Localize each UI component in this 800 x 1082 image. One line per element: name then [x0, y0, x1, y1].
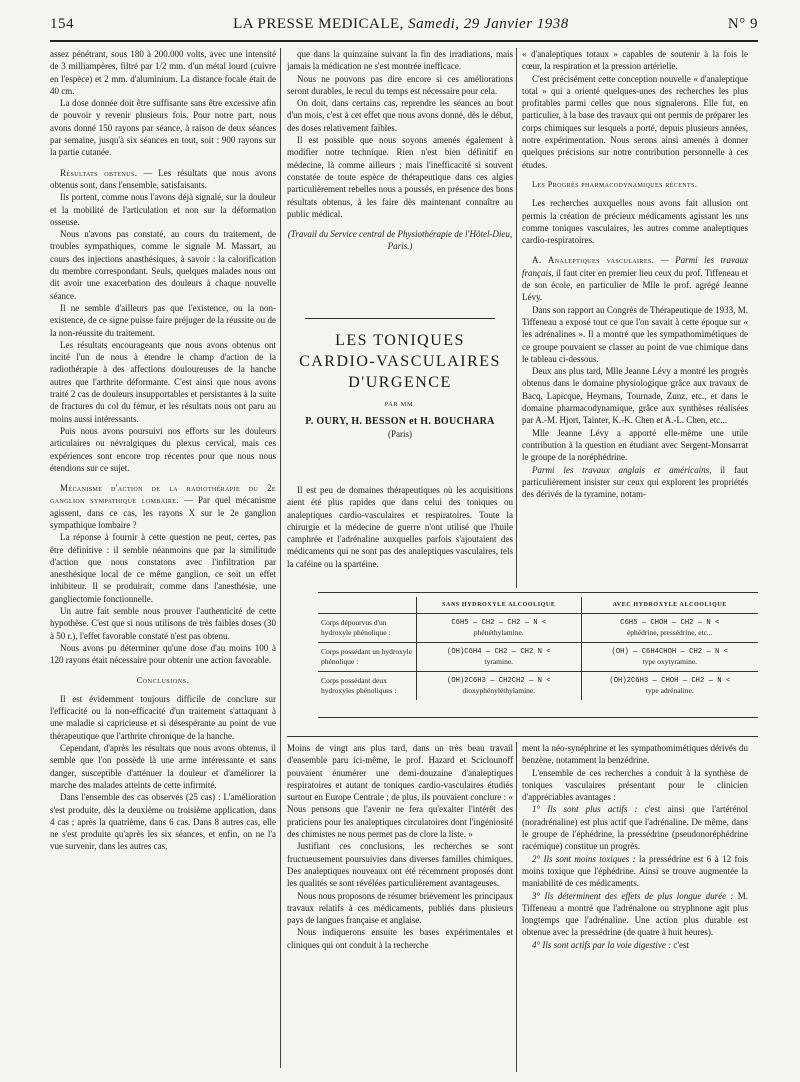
page-number: 154 — [50, 16, 74, 32]
column-divider — [280, 48, 281, 1068]
paragraph: A. Analeptiques vasculaires. — Parmi les travaux français, il faut citer en premier lieu ceux du prof. Tiffeneau et de son école, en particulier de Mlle le prof. agrégé Jeanne Lévy. — [522, 255, 748, 303]
list-item: 1° Ils sont plus actifs : c'est ainsi que l'artérénol (noradrénaline) est plus actif que l'adrénaline. De même, dans le groupe de l'éphédrine, la pressédrine (pseudonoréphédrine racémique) constitue un progrès. — [522, 804, 748, 852]
paragraph: Les résultats encourageants que nous avons obtenus ont incité l'un de nous à étendre le champ d'action de la radiothérapie à des affections douloureuses de la hanche autres que l'arthrite déformante. C'est ainsi que nous avons traité 2 cas de douleurs insupportables et persistantes à la suite de fractures du col du fémur, et les résultats nous ont paru au moins aussi intéressants. — [50, 339, 276, 424]
paragraph: L'ensemble de ces recherches a conduit à la synthèse de toniques vasculaires présentant pour le clinicien d'appréciables avantages : — [522, 767, 748, 803]
article-intro — [287, 484, 513, 584]
list-item: 4° Ils sont actifs par la voie digestive : c'est — [532, 939, 689, 950]
cell-without — [417, 643, 582, 672]
paragraph: « d'analeptiques totaux » capables de soutenir à la fois le cœur, la respiration et la pression artérielle. — [522, 49, 748, 72]
section-heading: Résultats obtenus. — [60, 167, 138, 178]
row-label: Corps dépourvus d'un hydroxyle phénolique : — [318, 614, 417, 643]
section-heading: Les Progrès pharmacodynamiques récents. — [532, 179, 698, 189]
formula: (OH)C6H4 — CH2 — CH2 N < — [447, 648, 551, 656]
compound-name: type adrénaline. — [645, 686, 694, 695]
conclusions-heading: Conclusions. — [136, 675, 190, 685]
paragraph: Il est évidemment toujours difficile de conclure sur l'efficacité ou la non-efficacité d'un traitement s'attaquant à une maladie si capricieuse et si désespérante au point de vue thérapeutique que l'arthrite chronique de la hanche. — [50, 693, 276, 741]
paragraph: Il est possible que nous soyons amenés également à modifier notre technique. Rien n'est bien définitif en médecine, là comme ailleurs ; mais l'inefficacité si souvent constatée de toute espèce de thérapeutique dans ces algies particulièrement rebelles nous a poussés, en présence des bons résultats obtenus, à les faire dès maintenant connaître au public médical. — [287, 135, 513, 219]
table-row — [318, 643, 758, 672]
compound-name: type oxytyramine. — [642, 657, 698, 666]
table-corner — [318, 597, 417, 614]
paragraph: La réponse à fournir à cette question ne peut, certes, pas être définitive : il semble néanmoins que par la similitude d'action que nous constatons avec l'infiltration par anesthésique local de ce même ganglion, ce soit un effet inhibiteur. Il se produirait, comme dans l'anesthésie, une gangliectomie fonctionnelle. — [50, 532, 276, 604]
cell-without — [417, 672, 582, 701]
paragraph: Nous indiquerons ensuite les bases expérimentales et cliniques qui ont conduit à la recherche — [287, 927, 513, 950]
byline-par: PAR MM. — [384, 401, 416, 408]
header-rule — [50, 40, 758, 42]
paragraph: que dans la quinzaine suivant la fin des irradiations, mais jamais la médication ne s'est montrée inefficace. — [287, 49, 513, 72]
paragraph: Mécanisme d'action de la radiothérapie du 2e ganglion sympathique lombaire. — Par quel mécanisme agissent, dans ce cas, les rayons X sur le 2e ganglion sympathique lombaire ? — [50, 483, 276, 530]
issue-date: Samedi, 29 Janvier 1938 — [408, 16, 569, 32]
article-title-line: CARDIO-VASCULAIRES — [299, 353, 501, 370]
column-divider — [516, 48, 517, 588]
authors: P. OURY, H. BESSON et H. BOUCHARA — [305, 416, 495, 427]
formula: C6H5 — CH2 — CH2 — N < — [451, 619, 547, 627]
compound-name: dioxyphényléthylamine. — [462, 686, 536, 695]
row-label: Corps possédant un hydroxyle phénolique : — [318, 643, 417, 672]
paragraph: Un autre fait semble nous prouver l'authenticité de cette hypothèse. C'est que si nous utilisons de très faibles doses (30 à 50 r.), l'effet favorable constaté n'est pas obtenu. — [50, 606, 276, 641]
compound-name: éphédrine, pressédrine, etc... — [626, 628, 713, 637]
column-2-bottom — [287, 742, 513, 1077]
paragraph: Nous n'avons pas constaté, au cours du traitement, de troubles sympathiques, comme le signale M. Massart, au cours des injections anasthésiques, à savoir : la calorification du membre correspondant. Seuls, quelques malades nous ont dit avoir une exacerbation des douleurs à chaque nouvelle séance. — [50, 229, 276, 301]
table-bottom-rule — [287, 736, 758, 737]
article-title-block — [287, 330, 513, 439]
paragraph: Parmi les travaux anglais et américains, il faut particulièrement insister sur ceux qui explorent les propriétés des dérivés de la tyramine, notam- — [522, 464, 748, 500]
column-1 — [50, 48, 276, 1058]
table-header-without: SANS HYDROXYLE ALCOOLIQUE — [417, 597, 582, 614]
paragraph: Les recherches auxquelles nous avons fait allusion ont permis la création de précieux médicaments agissant les uns comme toniques vasculaires, les autres comme analeptiques cardio-respiratoires. — [522, 198, 748, 246]
author-location: (Paris) — [388, 429, 412, 439]
formula: (OH) — C6H4CHOH — CH2 — N < — [611, 648, 728, 656]
compound-name: tyramine. — [484, 657, 514, 666]
paragraph: Mlle Jeanne Lévy a apporté elle-même une utile contribution à la question en étudiant avec Sergent-Monsarrat le groupe de la noréphédrine. — [522, 427, 748, 463]
column-3-bottom — [522, 742, 748, 1077]
paragraph: Cependant, d'après les résultats que nous avons obtenus, il semble que l'on possède là une arme intéressante et sans danger, susceptible d'atténuer la douleur et d'améliorer la marche des malades atteints de cette infirmité. — [50, 743, 276, 790]
cell-without — [417, 614, 582, 643]
cell-with — [581, 643, 758, 672]
paragraph: Nous nous proposons de résumer brièvement les principaux travaux relatifs à ces médicaments, publiés dans plusieurs pays de langues française et anglaise. — [287, 890, 513, 926]
paragraph: assez pénétrant, sous 180 à 200.000 volts, avec une intensité de 3 milliampères, filtré par 1/2 mm. d'un métal lourd (cuivre en l'espèce) et 2 mm. d'aluminium. La distance focale était de 40 cm. — [50, 49, 276, 96]
paragraph: La dose donnée doit être suffisante sans être excessive afin de pouvoir y revenir plusieurs fois. Pour notre part, nous avons donné 150 rayons par séance, à raison de deux séances par semaine, jusqu'à six séances en tout, soit : 900 rayons sur la partie cutanée. — [50, 98, 276, 158]
table-row — [318, 672, 758, 701]
list-item: 3° Ils déterminent des effets de plus longue durée : M. Tiffeneau a montré que l'adrénalone ou stryphnone agit plus longtemps que l'adrénaline. Une action plus durable est obtenue avec la pressédrine (de quatre à huit heures). — [522, 890, 748, 938]
cell-with — [581, 614, 758, 643]
issue-number: N° 9 — [727, 16, 758, 32]
paragraph: C'est précisément cette conception nouvelle « d'analeptique total » qui a orienté quelques-unes des recherches les plus profitables parmi celles que nous signalerons. Elle fut, en particulier, à la base des travaux qui ont permis de préparer les corps chimiques sur lesquels a porté, depuis plusieurs années, notre expérimentation. Nous serons ainsi amenés à donner quelques précisions sur notre contribution personnelle à ces études. — [522, 73, 748, 170]
formula: (OH)2C6H3 — CH2CH2 — N < — [447, 677, 551, 685]
sympathomimetics-table — [318, 597, 758, 715]
service-credit: (Travail du Service central de Physiothérapie de l'Hôtel-Dieu, Paris.) — [287, 229, 513, 252]
column-divider — [516, 742, 517, 1072]
row-label: Corps possédant deux hydroxyles phénoliques : — [321, 676, 397, 695]
running-head — [50, 16, 758, 38]
column-2-top — [287, 48, 513, 321]
article-title-line: LES TONIQUES — [335, 332, 465, 349]
paragraph: ment la néo-synéphrine et les sympathomimétiques dérivés du benzène, notamment la benzédrine. — [522, 743, 748, 766]
journal-title: LA PRESSE MEDICALE, Samedi, 29 Janvier 1938 — [233, 16, 569, 32]
paragraph: Moins de vingt ans plus tard, dans un très beau travail d'ensemble paru ici-même, le prof. Hazard et Sciclounoff pouvaient énumérer une demi-douzaine d'analeptiques respiratoires et autant de toniques cardio-vasculaires étudiés surtout en Europe Centrale ; de plus, ils pouvaient conclure : « Nous pensons que l'avenir ne fera qu'exalter l'intérêt des praticiens pour les analeptiques circulatoires dont l'ingéniosité des chimistes ne nous permet pas de clore la liste. » — [287, 743, 513, 840]
paragraph: Puis nous avons poursuivi nos efforts sur les douleurs articulaires ou névralgiques du plexus cervical, mais ces expériences sont encore trop récentes pour que nous nous étendions sur ce sujet. — [50, 425, 276, 473]
paragraph: Nous ne pouvons pas dire encore si ces améliorations seront durables, le recul du temps est nécessaire pour cela. — [287, 73, 513, 96]
title-rule — [305, 318, 495, 319]
compound-name: phénéthylamine. — [473, 628, 524, 637]
paragraph: Il ne semble d'ailleurs pas que l'existence, ou la non-existence, de ce signe puisse faire préjuger de la réussite ou de la non-réussite du traitement. — [50, 302, 276, 338]
cell-with — [581, 672, 758, 701]
paragraph: Justifiant ces conclusions, les recherches se sont fructueusement poursuivies dans diverses familles chimiques. Des analeptiques nouveaux ont été récemment proposés dont les qualités se sont révélées particulièrement avantageuses. — [287, 841, 513, 889]
paragraph: Deux ans plus tard, Mlle Jeanne Lévy a montré les progrès obtenus dans le domaine physiologique grâce aux travaux de Bacq, Lapicque, Heymans, Tournade, Zunz, etc., et dans le domaine pharmacodynamique, grâce aux synthèses réalisées par A.-M. Hjort, Tainter, K.-K. Chen et A.-L. Chen, etc... — [522, 366, 748, 426]
table-header-with: AVEC HYDROXYLE ALCOOLIQUE — [581, 597, 758, 614]
paragraph: Dans l'ensemble des cas observés (25 cas) : L'amélioration s'est produite, dès la deuxième ou troisième application, dans 4 cas ; après la quatrième, dans 6 cas. Dans 8 autres cas, elle ne s'est produite qu'après les six séances, et enfin, on ne l'a vue survenir, dans les autres cas, — [50, 792, 276, 852]
section-heading: Mécanisme d'action de la radiothérapie du 2e ganglion sympathique lombaire. — [50, 483, 276, 506]
article-title-line: D'URGENCE — [348, 374, 452, 391]
paragraph: Résultats obtenus. — Les résultats que nous avons obtenus sont, dans l'ensemble, satisfaisants. — [50, 167, 276, 190]
list-item: 2° Ils sont moins toxiques : la pressédrine est 6 à 12 fois moins toxique que l'éphédrine. Ainsi se trouve augmentée la maniabilité de ces médicaments. — [522, 853, 748, 889]
paragraph: Nous avons pu déterminer qu'une dose d'au moins 100 à 120 rayons était nécessaire pour obtenir une action favorable. — [50, 642, 276, 666]
paragraph: On doit, dans certains cas, reprendre les séances au bout d'un mois, c'est à cet effet que nous avons donné, dès le début, des doses relativement faibles. — [287, 98, 513, 133]
formula: (OH)2C6H3 — CHOH — CH2 — N < — [609, 677, 731, 685]
table-row — [318, 614, 758, 643]
formula: C6H5 — CHOH — CH2 — N < — [620, 619, 720, 627]
section-heading: A. Analeptiques vasculaires. — [532, 255, 655, 266]
paragraph: Ils portent, comme nous l'avons déjà signalé, sur la douleur et la mobilité de l'articulation et non sur la déformation osseuse. — [50, 192, 276, 227]
column-3-top — [522, 48, 748, 588]
paragraph: Dans son rapport au Congrès de Thérapeutique de 1933, M. Tiffeneau a exposé tout ce que l'on savait à cette époque sur « les adrénalines ». Il a montré que les sympathomimétiques de ce groupe pouvaient se classer au point de vue chimique dans le tableau ci-dessous. — [522, 304, 748, 364]
paragraph: Il est peu de domaines thérapeutiques où les acquisitions aient été plus rapides que dans celui des toniques ou analeptiques cardio-vasculaires et respiratoires. Toute la chirurgie et la médecine de guerre n'ont utilisé que l'huile camphrée et l'adrénaline auxquelles parfois s'ajoutaient des médicaments qui ne sont pas des analeptiques vasculaires, tels la caféine ou la spartéine. — [287, 485, 513, 569]
